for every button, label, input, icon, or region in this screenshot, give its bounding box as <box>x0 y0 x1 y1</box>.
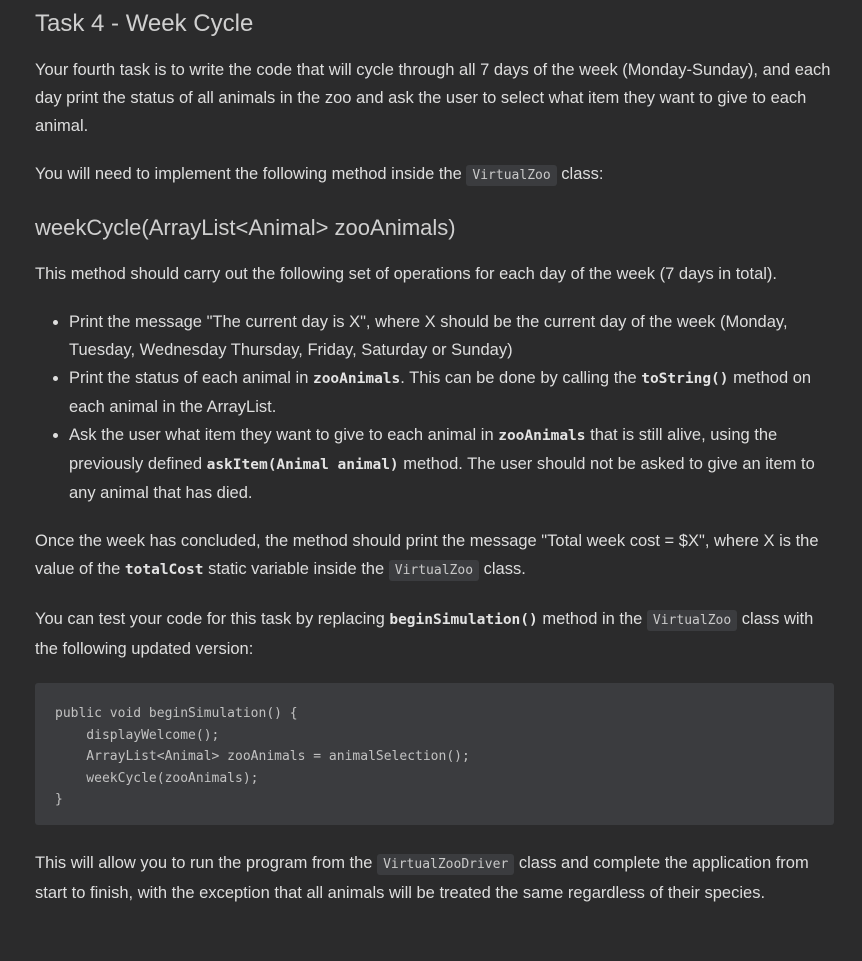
paragraph-text: static variable inside the <box>203 560 389 578</box>
inline-code-zooanimals: zooAnimals <box>498 428 586 444</box>
inline-code-virtualzoo: VirtualZoo <box>466 165 556 186</box>
paragraph-text: Once the week has concluded, the method should print the message "Total week cost = $X", where X is the value of the <box>35 532 819 578</box>
inline-code-beginsimulation: beginSimulation() <box>389 612 538 628</box>
page-title: Task 4 - Week Cycle <box>35 10 254 37</box>
intro-paragraph: Your fourth task is to write the code that will cycle through all 7 days of the week (Monday-Sunday), and each day print the status of all animals in the zoo and ask the user to select what item they want to give to each animal. <box>35 61 831 135</box>
paragraph-text: class with the following updated version: <box>35 610 814 658</box>
code-block: public void beginSimulation() { displayWelcome(); ArrayList<Animal> zooAnimals = animalSelection(); weekCycle(zooAnimals); } <box>35 683 834 825</box>
implement-paragraph <box>35 160 834 190</box>
implement-text-end: class: <box>556 165 604 183</box>
inline-code-virtualzoo: VirtualZoo <box>389 560 479 581</box>
inline-code-tostring: toString() <box>641 371 729 387</box>
inline-code-zooanimals: zooAnimals <box>312 371 401 387</box>
paragraph-text: method in the <box>537 610 647 628</box>
list-item-text: that is still alive, using the previously defined <box>69 426 778 473</box>
list-item: • Print the message "The current day is X", where X should be the current day of the week (Monday, Tuesday, Wednesday Thursday, Friday, Saturday or Sunday) <box>69 308 834 364</box>
paragraph-text: class and complete the application from start to finish, with the exception that all animals will be treated the same regardless of their species. <box>35 853 809 902</box>
operations-list <box>35 308 834 507</box>
paragraph-text: You can test your code for this task by replacing <box>35 610 390 628</box>
inline-code-totalcost: totalCost <box>124 562 204 578</box>
list-item-text: method. The user should not be asked to give an item to any animal that has died. <box>69 455 815 502</box>
list-item-text: Ask the user what item they want to give to each animal in <box>69 426 499 444</box>
list-item-text: . This can be done by calling the <box>400 369 642 387</box>
inline-code-askitem: askItem(Animal animal) <box>206 457 399 473</box>
implement-text: You will need to implement the following method inside the <box>35 165 467 183</box>
inline-code-virtualzoo: VirtualZoo <box>647 610 737 631</box>
paragraph-text: This will allow you to run the program from the <box>35 853 378 872</box>
conclusion-paragraph <box>35 527 834 585</box>
final-paragraph <box>35 849 834 907</box>
method-heading: weekCycle(ArrayList<Animal> zooAnimals) <box>35 215 456 240</box>
list-item-text: method on each animal in the ArrayList. <box>69 369 812 416</box>
list-item <box>69 421 834 507</box>
method-description: This method should carry out the following set of operations for each day of the week (7 days in total). <box>35 265 777 283</box>
test-paragraph <box>35 605 834 663</box>
list-item <box>69 364 834 421</box>
list-item-text: Print the status of each animal in <box>69 369 313 387</box>
inline-code-virtualzoodriver: VirtualZooDriver <box>377 854 514 875</box>
paragraph-text: class. <box>479 560 526 578</box>
